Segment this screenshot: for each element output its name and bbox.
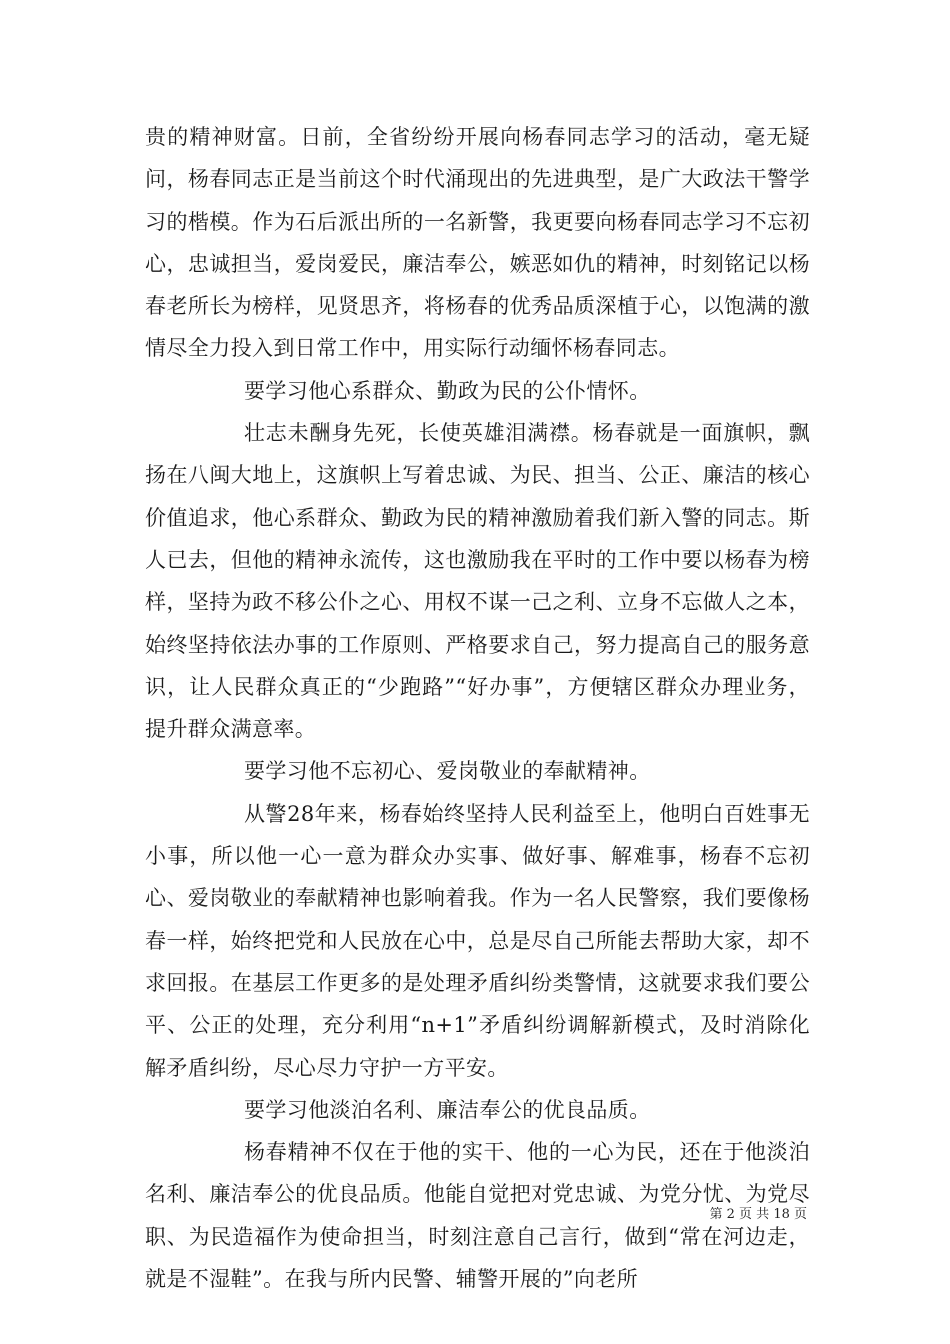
section-heading-2: 要学习他不忘初心、爱岗敬业的奉献精神。: [244, 759, 651, 784]
section-heading-1: 要学习他心系群众、勤政为民的公仆情怀。: [244, 378, 651, 403]
section-heading-3: 要学习他淡泊名利、廉洁奉公的优良品质。: [244, 1097, 651, 1122]
paragraph-1: 贵的精神财富。日前，全省纷纷开展向杨春同志学习的活动，毫无疑问，杨春同志正是当前这个时代涌现出的先进典型，是广大政法干警学习的楷模。作为石后派出所的一名新警，我更要向杨春同志学习不忘初心，忠诚担当，爱岗爱民，廉洁奉公，嫉恶如仇的精神，时刻铭记以杨春老所长为榜样，见贤思齐，将杨春的优秀品质深植于心，以饱满的激情尽全力投入到日常工作中，用实际行动缅怀杨春同志。: [145, 125, 810, 361]
paragraph-3: 从警28年来，杨春始终坚持人民利益至上，他明白百姓事无小事，所以他一心一意为群众办实事、做好事、解难事，杨春不忘初心、爱岗敬业的奉献精神也影响着我。作为一名人民警察，我们要像杨春一样，始终把党和人民放在心中，总是尽自己所能去帮助大家，却不求回报。在基层工作更多的是处理矛盾纠纷类警情，这就要求我们要公平、公正的处理，充分利用“n+1”矛盾纠纷调解新模式，及时消除化解矛盾纠纷，尽心尽力守护一方平安。: [145, 801, 810, 1080]
body-text: [145, 116, 810, 1300]
paragraph-2: 壮志未酬身先死，长使英雄泪满襟。杨春就是一面旗帜，飘扬在八闽大地上，这旗帜上写着忠诚、为民、担当、公正、廉洁的核心价值追求，他心系群众、勤政为民的精神激励着我们新入警的同志。斯人已去，但他的精神永流传，这也激励我在平时的工作中要以杨春为榜样，坚持为政不移公仆之心、用权不谋一己之利、立身不忘做人之本，始终坚持依法办事的工作原则、严格要求自己，努力提高自己的服务意识，让人民群众真正的“少跑路”“好办事”，方便辖区群众办理业务，提升群众满意率。: [145, 421, 810, 742]
paragraph-4: 杨春精神不仅在于他的实干、他的一心为民，还在于他淡泊名利、廉洁奉公的优良品质。他能自觉把对党忠诚、为党分忧、为党尽职、为民造福作为使命担当，时刻注意自己言行，做到“常在河边走，就是不湿鞋”。在我与所内民警、辅警开展的”向老所: [145, 1140, 810, 1292]
page-number: 第 2 页 共 18 页: [709, 1207, 807, 1222]
